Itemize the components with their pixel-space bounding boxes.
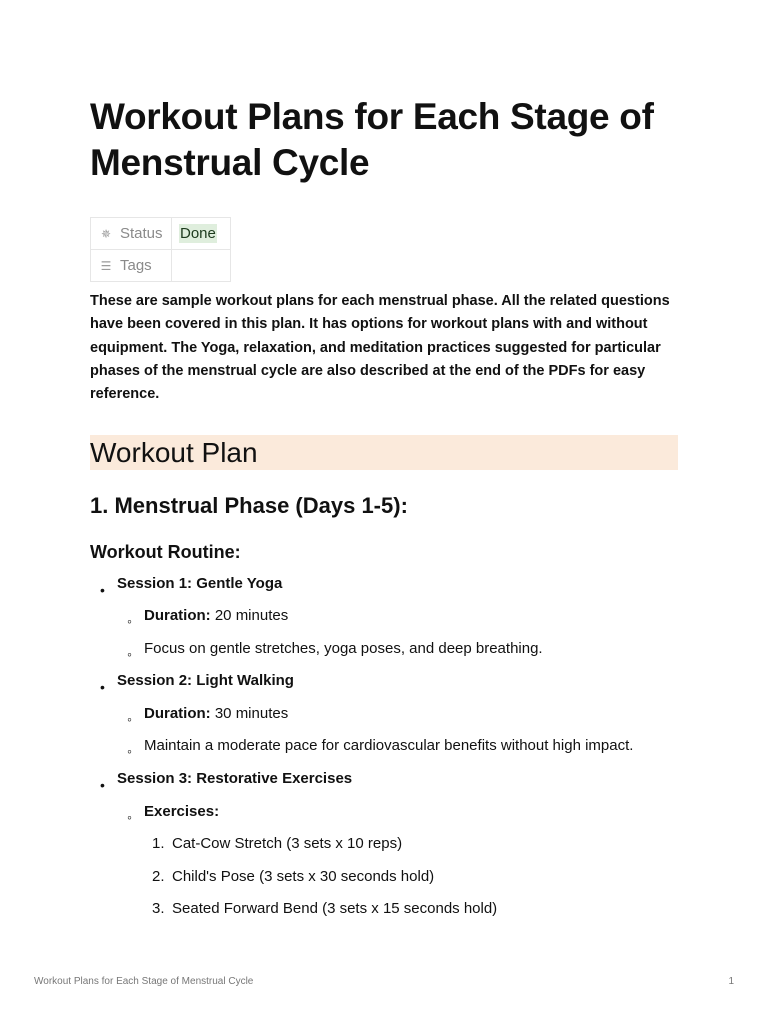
footer-title: Workout Plans for Each Stage of Menstrual Cycle xyxy=(34,976,254,987)
intro-paragraph: These are sample workout plans for each menstrual phase. All the related questions have been covered in this plan. It has options for workout plans with and without equipment. The Yoga, relaxation, and meditation practices suggested for particular phases of the menstrual cycle are also described at the end of the PDFs for easy reference. xyxy=(90,293,670,403)
exercise-item: Cat-Cow Stretch (3 sets x 10 reps) xyxy=(172,835,403,852)
list-item xyxy=(144,639,543,659)
list-item xyxy=(144,606,288,626)
item-text: Focus on gentle stretches, yoga poses, and deep breathing. xyxy=(144,640,543,657)
session-title: Session 3: Restorative Exercises xyxy=(117,770,353,787)
exercise-item: Seated Forward Bend (3 sets x 15 seconds hold) xyxy=(172,900,498,917)
item-text: Maintain a moderate pace for cardiovascular benefits without high impact. xyxy=(144,737,634,754)
bullet-circle-icon: ◦ xyxy=(127,613,132,629)
bullet-disc-icon: • xyxy=(100,582,105,598)
list-item xyxy=(144,736,633,756)
property-label: Tags xyxy=(120,257,152,274)
property-label: Status xyxy=(120,225,163,242)
item-text: 20 minutes xyxy=(210,607,289,624)
page-number: 1 xyxy=(728,976,734,987)
property-row-tags xyxy=(91,250,231,282)
bullet-disc-icon: • xyxy=(100,777,105,793)
phase-heading: 1. Menstrual Phase (Days 1-5): xyxy=(90,493,408,518)
item-label: Duration: xyxy=(144,607,211,624)
exercise-item: Child's Pose (3 sets x 30 seconds hold) xyxy=(172,868,435,885)
exercise-number: 3. xyxy=(152,900,165,917)
property-key xyxy=(91,250,172,282)
list-item xyxy=(144,704,288,724)
property-value[interactable] xyxy=(172,250,231,282)
list-icon: ☰ xyxy=(100,259,112,273)
properties-table xyxy=(90,217,231,282)
property-row-status xyxy=(91,218,231,250)
session-title: Session 2: Light Walking xyxy=(117,672,294,689)
property-value[interactable] xyxy=(172,218,231,250)
bullet-circle-icon: ◦ xyxy=(127,711,132,727)
property-key xyxy=(91,218,172,250)
item-text: 30 minutes xyxy=(210,705,289,722)
session-title: Session 1: Gentle Yoga xyxy=(117,575,283,592)
bullet-circle-icon: ◦ xyxy=(127,646,132,662)
list-item xyxy=(144,802,219,822)
routine-heading: Workout Routine: xyxy=(90,542,241,562)
bullet-circle-icon: ◦ xyxy=(127,743,132,759)
status-badge: Done xyxy=(180,225,216,242)
status-spinner-icon: ✵ xyxy=(100,227,112,241)
section-heading: Workout Plan xyxy=(90,435,678,470)
bullet-disc-icon: • xyxy=(100,679,105,695)
exercise-number: 2. xyxy=(152,868,165,885)
item-label: Duration: xyxy=(144,705,211,722)
item-label: Exercises: xyxy=(144,803,220,820)
exercise-number: 1. xyxy=(152,835,165,852)
page-title: Workout Plans for Each Stage of Menstrual Cycle xyxy=(90,96,654,183)
bullet-circle-icon: ◦ xyxy=(127,809,132,825)
